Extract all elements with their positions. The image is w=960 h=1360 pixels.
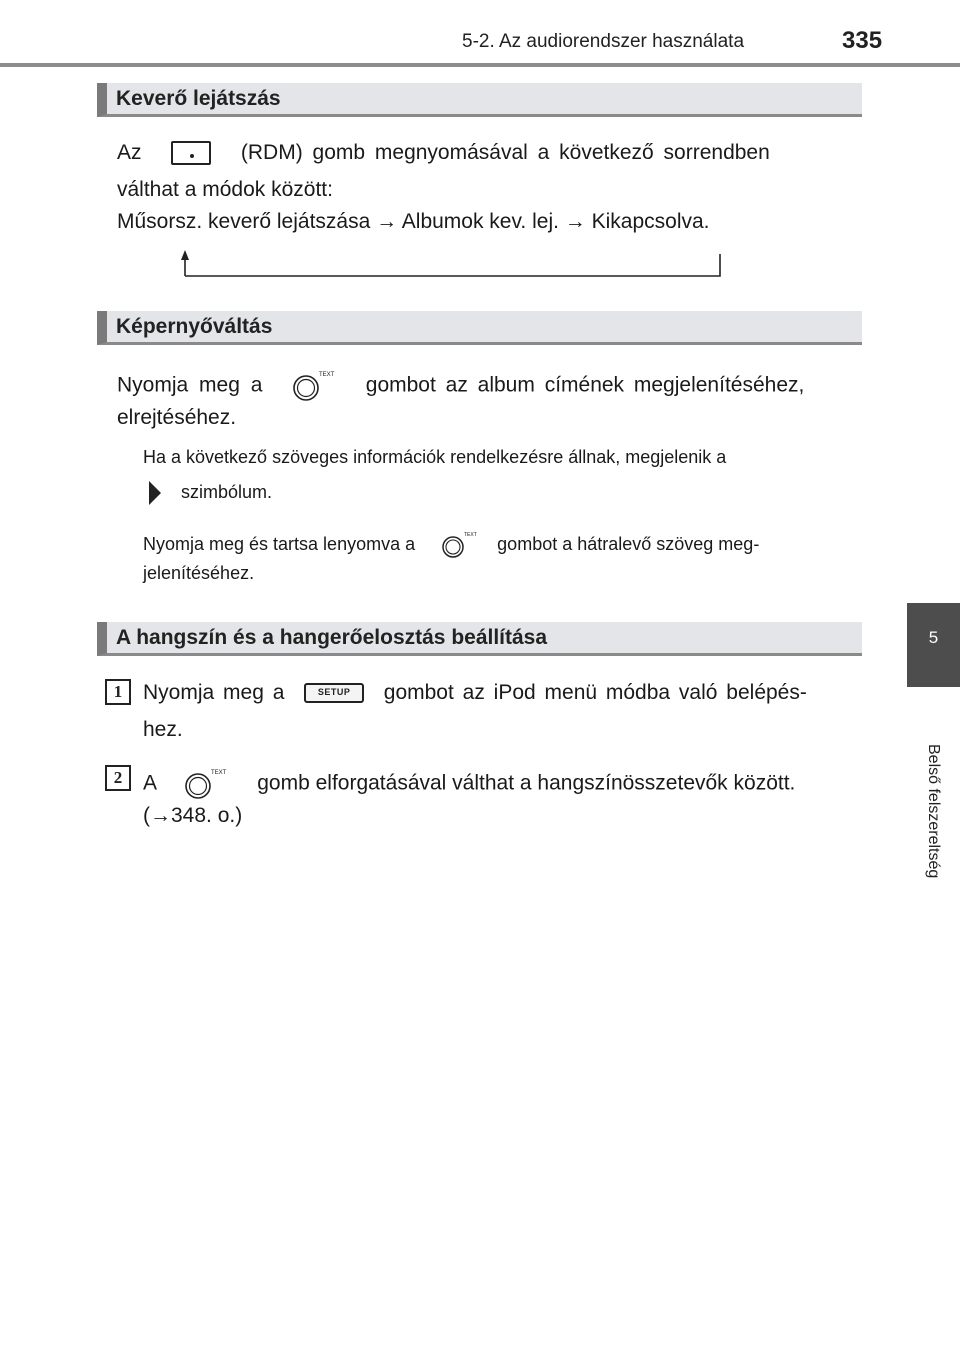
chapter-number: 5 [928, 628, 939, 647]
random-line3: Műsorsz. keverő lejátszása → Albumok kev. lej. → Kikapcsolva. [117, 210, 710, 233]
tone-step2-a: A [143, 771, 156, 795]
tone-step2-line1 [143, 767, 795, 801]
text-knob-icon-step2 [184, 767, 224, 801]
section-bar-tone [97, 622, 862, 656]
text-knob-icon-small [441, 530, 475, 560]
section-title-random: Keverő lejátszás [116, 87, 281, 110]
knob-text-label: TEXT [210, 770, 226, 776]
knob-text-label: TEXT [464, 532, 477, 538]
tone-step2-b: gomb elforgatásával válthat a hangszínösszetevők között. [257, 771, 796, 795]
rdm-button-icon [171, 141, 211, 165]
display-line1-b: gombot az album címének megjelenítéséhez, [365, 373, 805, 397]
section-title-display: Képernyőváltás [116, 315, 273, 338]
section-heading: 5-2. Az audiorendszer használata [462, 31, 745, 52]
chapter-label: Belső felszereltség [925, 744, 942, 879]
display-note2-a: Nyomja meg és tartsa lenyomva a [143, 533, 416, 554]
tone-step1-line2: hez. [143, 718, 183, 741]
display-line1 [117, 369, 804, 403]
display-line2: elrejtéséhez. [117, 406, 237, 429]
section-bar-random [97, 83, 862, 117]
step-number-1: 1 [105, 679, 131, 705]
tone-step1-a: Nyomja meg a [143, 681, 285, 704]
random-line2: válthat a módok között: [117, 178, 333, 201]
random-line1-a: Az [117, 141, 142, 164]
display-note2-b: gombot a hátralevő szöveg meg- [497, 533, 760, 554]
setup-button-icon [304, 683, 364, 703]
knob-text-label: TEXT [319, 372, 335, 378]
display-note1-line1: Ha a következő szöveges információk rendelkezésre állnak, megjelenik a [143, 447, 727, 467]
display-note2-line1 [143, 530, 759, 560]
section-title-tone: A hangszín és a hangerőelosztás beállítása [116, 626, 548, 649]
random-line1-b: (RDM) gomb megnyomásával a következő sorrendben [240, 141, 770, 164]
tone-step1-line1 [143, 681, 807, 705]
more-text-symbol-icon [147, 479, 163, 507]
display-note2-line2: jelenítéséhez. [143, 563, 255, 583]
header-divider [0, 63, 960, 67]
display-line1-a: Nyomja meg a [117, 373, 263, 397]
display-note1-line2: szimbólum. [181, 482, 273, 502]
step-number-2: 2 [105, 765, 131, 791]
setup-button-label: SETUP [317, 687, 351, 698]
tone-step2-line2: (→348. o.) [143, 804, 243, 827]
random-line1 [117, 141, 855, 165]
section-bar-display [97, 311, 862, 345]
page-number: 335 [842, 27, 883, 54]
text-knob-icon [292, 369, 335, 403]
tone-step1-b: gombot az iPod menü módba való belépés- [383, 681, 807, 704]
cycle-arrow-icon [176, 248, 728, 280]
